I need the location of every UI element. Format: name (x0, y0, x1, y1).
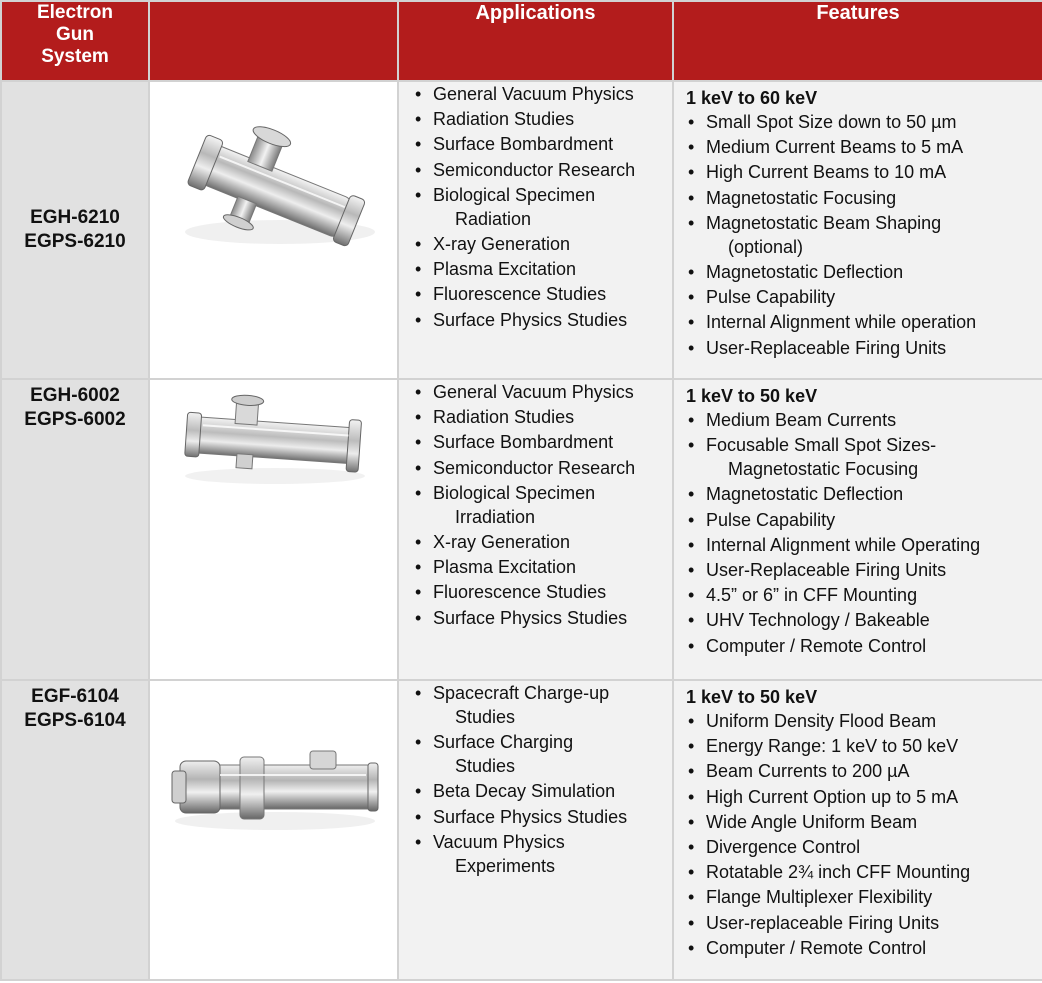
list-item (686, 433, 1042, 481)
list-item (413, 530, 672, 554)
feature-text: Magnetostatic Deflection (706, 261, 904, 282)
application-text: Biological Specimen (433, 482, 596, 503)
list-item (413, 681, 672, 729)
list-item (686, 785, 1042, 809)
feature-text: User-replaceable Firing Units (706, 912, 940, 933)
list-item (686, 160, 1042, 184)
feature-text: Computer / Remote Control (706, 937, 927, 958)
features-cell (673, 81, 1042, 379)
list-item (686, 558, 1042, 582)
application-text: Fluorescence Studies (433, 284, 607, 305)
electron-gun-product-photo (150, 681, 395, 977)
application-text: Spacecraft Charge-up (433, 683, 610, 703)
application-text: General Vacuum Physics (433, 84, 634, 104)
feature-text: 4.5” or 6” in CFF Mounting (706, 585, 918, 606)
list-item (413, 481, 672, 529)
feature-text-continued: (optional) (728, 236, 804, 257)
application-text: Surface Bombardment (433, 134, 614, 155)
electron-gun-product-photo (150, 380, 395, 677)
application-text: General Vacuum Physics (433, 382, 634, 402)
features-list (686, 709, 1042, 960)
list-item (686, 110, 1042, 134)
features-cell (673, 379, 1042, 680)
product-image-cell (149, 379, 398, 680)
feature-text: Internal Alignment while operation (706, 312, 977, 333)
list-item (686, 608, 1042, 632)
list-item (686, 709, 1042, 733)
product-image-cell (149, 81, 398, 379)
list-item (686, 482, 1042, 506)
features-list (686, 110, 1042, 360)
list-item (686, 835, 1042, 859)
list-item (686, 860, 1042, 884)
application-text: X-ray Generation (433, 233, 571, 254)
list-item (413, 555, 672, 579)
feature-text: Small Spot Size down to 50 µm (706, 112, 957, 132)
model-cell (1, 81, 149, 379)
model-name: EGH-6210 (30, 207, 120, 228)
header-system-line-3: System (41, 46, 109, 67)
energy-range: 1 keV to 60 keV (686, 88, 818, 108)
application-text-continued: Irradiation (455, 506, 536, 527)
application-text-continued: Studies (455, 707, 516, 727)
list-item (413, 580, 672, 604)
list-item (413, 107, 672, 131)
list-item (413, 282, 672, 306)
application-text: Surface Bombardment (433, 432, 614, 453)
feature-text: UHV Technology / Bakeable (706, 610, 930, 631)
application-text: Plasma Excitation (433, 259, 577, 280)
application-text: Beta Decay Simulation (433, 781, 616, 802)
feature-text: Uniform Density Flood Beam (706, 711, 937, 731)
application-text: Radiation Studies (433, 109, 575, 130)
header-electron-gun-system (1, 1, 149, 81)
application-text: Biological Specimen (433, 184, 596, 205)
list-item (413, 456, 672, 480)
header-features: Features (673, 1, 1042, 81)
model-cell (1, 379, 149, 680)
application-text: Fluorescence Studies (433, 582, 607, 603)
feature-text: Focusable Small Spot Sizes- (706, 435, 937, 456)
product-image-cell (149, 680, 398, 980)
feature-text: Magnetostatic Deflection (706, 484, 904, 505)
list-item (413, 730, 672, 778)
feature-text: Flange Multiplexer Flexibility (706, 887, 933, 908)
list-item (413, 779, 672, 803)
list-item (413, 405, 672, 429)
features-cell (673, 680, 1042, 980)
feature-text: Beam Currents to 200 µA (706, 761, 910, 782)
list-item (686, 408, 1042, 432)
application-text: Radiation Studies (433, 407, 575, 428)
table-row (1, 680, 1042, 980)
list-item (413, 606, 672, 630)
feature-text-continued: Magnetostatic Focusing (728, 459, 919, 480)
header-image (149, 1, 398, 81)
applications-cell (398, 379, 673, 680)
model-name: EGPS-6210 (24, 231, 126, 252)
feature-text: Magnetostatic Focusing (706, 187, 897, 208)
list-item (686, 285, 1042, 309)
application-text: Semiconductor Research (433, 159, 636, 180)
application-text-continued: Radiation (455, 208, 532, 229)
list-item (686, 583, 1042, 607)
feature-text: Computer / Remote Control (706, 635, 927, 656)
header-applications: Applications (398, 1, 673, 81)
header-system-line-1: Electron (36, 2, 114, 23)
applications-cell (398, 81, 673, 379)
application-text: Surface Physics Studies (433, 806, 628, 827)
application-text: Vacuum Physics (433, 831, 565, 852)
application-text-continued: Experiments (455, 855, 556, 876)
list-item (413, 232, 672, 256)
list-item (413, 132, 672, 156)
list-item (686, 936, 1042, 960)
list-item (686, 336, 1042, 360)
electron-gun-product-photo (150, 82, 395, 376)
application-text-continued: Studies (455, 756, 516, 777)
feature-text: High Current Beams to 10 mA (706, 162, 947, 183)
feature-text: Pulse Capability (706, 509, 836, 530)
list-item (686, 135, 1042, 159)
model-name: EGH-6002 (30, 385, 120, 406)
list-item (686, 810, 1042, 834)
feature-text: Magnetostatic Beam Shaping (706, 212, 942, 233)
feature-text: Medium Current Beams to 5 mA (706, 137, 964, 158)
list-item (686, 211, 1042, 259)
list-item (413, 380, 672, 404)
feature-text: Wide Angle Uniform Beam (706, 811, 918, 832)
application-text: Surface Charging (433, 732, 574, 753)
feature-text: Energy Range: 1 keV to 50 keV (706, 736, 959, 757)
application-text: Plasma Excitation (433, 557, 577, 578)
table-row (1, 379, 1042, 680)
feature-text: User-Replaceable Firing Units (706, 337, 947, 358)
list-item (413, 830, 672, 878)
feature-text: High Current Option up to 5 mA (706, 786, 959, 807)
list-item (686, 634, 1042, 658)
list-item (413, 257, 672, 281)
feature-text: Internal Alignment while Operating (706, 534, 981, 555)
list-item (413, 82, 672, 106)
feature-text: Rotatable 2¾ inch CFF Mounting (706, 862, 971, 883)
list-item (686, 533, 1042, 557)
table-row (1, 81, 1042, 379)
applications-cell (398, 680, 673, 980)
list-item (686, 310, 1042, 334)
table-header (1, 1, 1042, 81)
list-item (413, 308, 672, 332)
list-item (413, 183, 672, 231)
model-name: EGF-6104 (31, 686, 119, 707)
list-item (686, 186, 1042, 210)
energy-range: 1 keV to 50 keV (686, 386, 818, 406)
list-item (686, 911, 1042, 935)
header-system-line-2: Gun (56, 24, 94, 45)
list-item (686, 508, 1042, 532)
application-text: Surface Physics Studies (433, 309, 628, 330)
list-item (686, 885, 1042, 909)
model-cell (1, 680, 149, 980)
energy-range: 1 keV to 50 keV (686, 687, 818, 707)
application-text: Surface Physics Studies (433, 607, 628, 628)
feature-text: Medium Beam Currents (706, 410, 897, 430)
feature-text: User-Replaceable Firing Units (706, 559, 947, 580)
list-item (686, 759, 1042, 783)
list-item (413, 158, 672, 182)
list-item (413, 805, 672, 829)
model-name: EGPS-6104 (24, 710, 126, 731)
list-item (686, 734, 1042, 758)
application-text: X-ray Generation (433, 531, 571, 552)
list-item (686, 260, 1042, 284)
features-list (686, 408, 1042, 658)
applications-list (413, 82, 672, 332)
feature-text: Divergence Control (706, 836, 861, 857)
applications-list (413, 380, 672, 630)
feature-text: Pulse Capability (706, 287, 836, 308)
list-item (413, 430, 672, 454)
model-name: EGPS-6002 (24, 409, 126, 430)
applications-list (413, 681, 672, 878)
application-text: Semiconductor Research (433, 457, 636, 478)
